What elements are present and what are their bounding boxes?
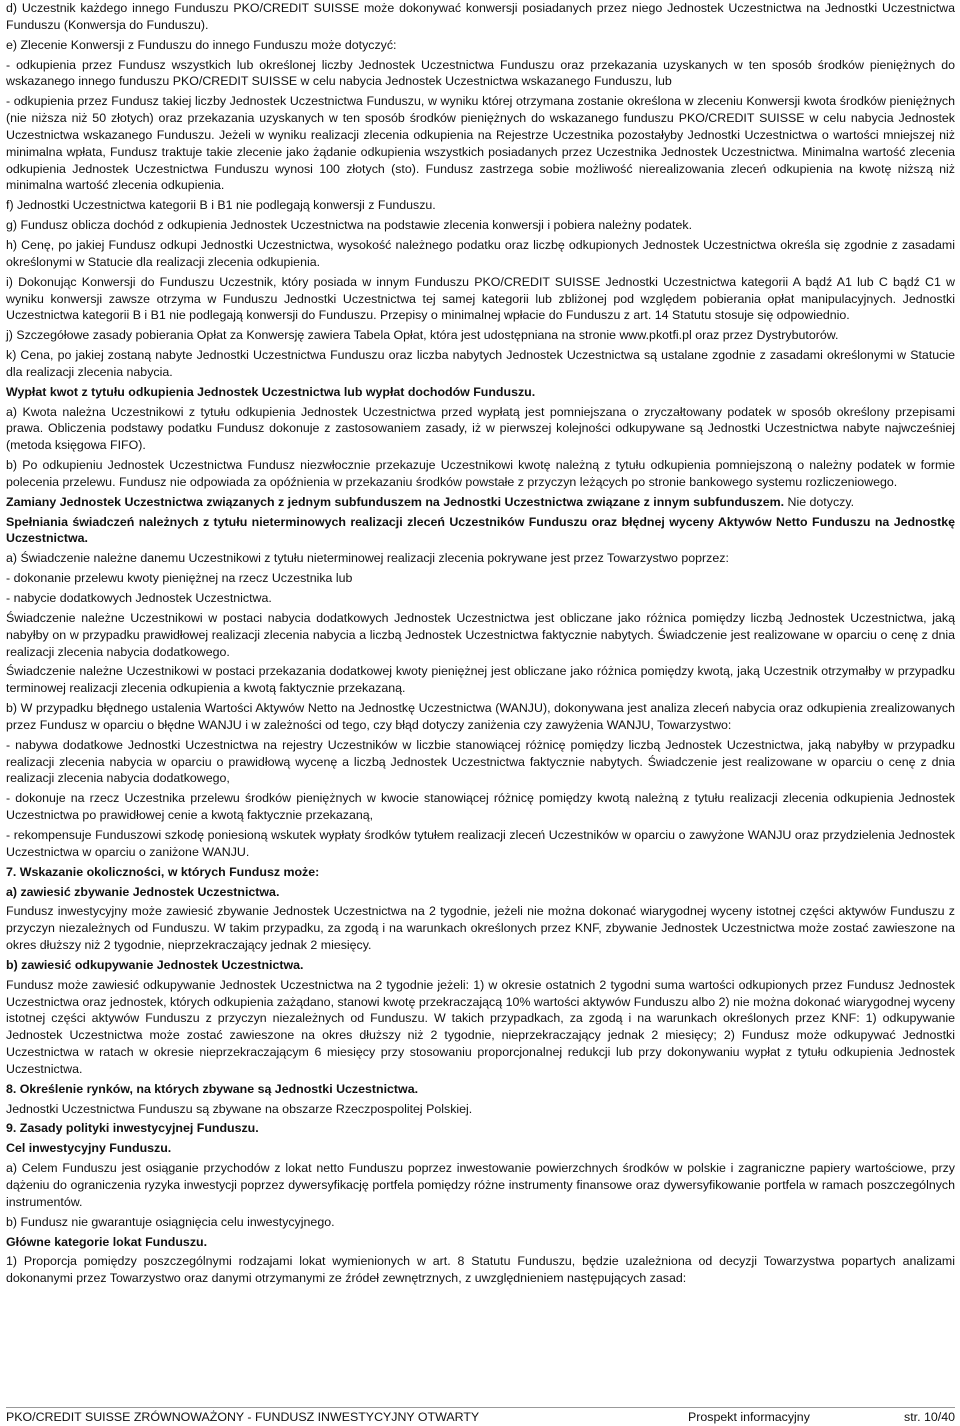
section-heading: b) zawiesić odkupywanie Jednostek Uczestnictwa. [6, 957, 304, 972]
paragraph: 1) Proporcja pomiędzy poszczególnymi rodzajami lokat wymienionych w art. 8 Statutu Funduszu, będzie uzależniona od decyzji Towarzystwa popartych analizami dokonanymi przez Towarzystwo oraz danymi otrzymanymi ze źródeł zewnętrznych, z uwzględnieniem następujących zasad: [6, 1254, 955, 1286]
paragraph: d) Uczestnik każdego innego Funduszu PKO/CREDIT SUISSE może dokonywać konwersji posiadanych przez niego Jednostek Uczestnictwa na Jednostki Uczestnictwa Funduszu (Konwersja do Funduszu). [6, 1, 955, 32]
section-heading: Cel inwestycyjny Funduszu. [6, 1141, 172, 1156]
paragraph: Jednostki Uczestnictwa Funduszu są zbywane na obszarze Rzeczpospolitej Polskiej. [6, 1101, 473, 1116]
document-body [6, 0, 955, 1290]
paragraph: h) Cenę, po jakiej Fundusz odkupi Jednostki Uczestnictwa, wysokość należnego podatku oraz liczbę odkupionych Jednostek Uczestnictwa określa się zgodnie z zasadami określonymi w Statucie dla realizacji zlecenia odkupienia. [6, 237, 955, 269]
footer-doc-type: Prospekt informacyjny [688, 1410, 810, 1424]
inline-heading-rest: Nie dotyczy. [784, 494, 855, 509]
paragraph: f) Jednostki Uczestnictwa kategorii B i B1 nie podlegają konwersji z Funduszu. [6, 198, 436, 213]
paragraph: Świadczenie należne Uczestnikowi w postaci przekazania dodatkowej kwoty pieniężnej jest obliczane jako różnica pomiędzy kwotą, jaką Uczestnik otrzymałby w przypadku terminowej realizacji zlecenia odkupienia a kwotą faktycznie przekazaną. [6, 664, 955, 696]
section-heading: 9. Zasady polityki inwestycyjnej Funduszu. [6, 1121, 259, 1136]
paragraph: a) Celem Funduszu jest osiąganie przychodów z lokat netto Funduszu poprzez inwestowanie powierzchnych środków w polskie i zagraniczne papiery wartościowe, przy dążeniu do ograniczenia ryzyka inwestycji poprzez dywersyfikację portfela pomiędzy różne instrumenty finansowe oraz dywersyfikowanie portfela w ramach poszczególnych instrumentów. [6, 1161, 955, 1209]
paragraph: - nabycie dodatkowych Jednostek Uczestnictwa. [6, 591, 272, 605]
section-heading: 8. Określenie rynków, na których zbywane są Jednostki Uczestnictwa. [6, 1081, 419, 1096]
paragraph: - odkupienia przez Fundusz takiej liczby Jednostek Uczestnictwa Funduszu, w wyniku której otrzymana zostanie określona w zleceniu Konwersji kwota środków pieniężnych (nie niższa niż 50 złotych) oraz przekazania uzyskanych w ten sposób środków pieniężnych do wskazanego funduszu PKO/CREDIT SUISSE w celu nabycia Jednostek Uczestnictwa wskazanego Funduszu. Jeżeli w wyniku realizacji zlecenia odkupienia na Rejestrze Uczestnika pozostałyby Jednostki Uczestnictwa o wartości mniejszej niż minimalna wpłata, Fundusz traktuje takie zlecenie jako żądanie odkupienia wszystkich posiadanych przez Uczestnika Jednostek Uczestnictwa. Minimalna wartość zlecenia odkupienia Jednostek Uczestnictwa Funduszu wynosi 100 złotych (sto). Fundusz zastrzega sobie możliwość nierealizowania zleceń odkupienia na kwotę niższą niż minimalna wartość zlecenia odkupienia. [6, 94, 955, 193]
section-heading: Spełniania świadczeń należnych z tytułu nieterminowych realizacji zleceń Uczestników Funduszu oraz błędnej wyceny Aktywów Netto Funduszu na Jednostkę Uczestnictwa. [6, 514, 955, 546]
paragraph: Fundusz inwestycyjny może zawiesić zbywanie Jednostek Uczestnictwa na 2 tygodnie, jeżeli nie można dokonać wiarygodnej wyceny istotnej części aktywów Funduszu z przyczyn niezależnych od Funduszu. W takim przypadku, za zgodą i na warunkach określonych przez KNF, zbywanie Jednostek Uczestnictwa może zostać zawieszone na okres dłuższy niż 2 tygodnie, nieprzekraczający jednak 2 miesięcy. [6, 904, 955, 953]
section-heading: Główne kategorie lokat Funduszu. [6, 1234, 208, 1249]
paragraph: - dokonuje na rzecz Uczestnika przelewu środków pieniężnych w kwocie stanowiącej różnicę pomiędzy kwotą należną z tytułu realizacji zlecenia odkupienia Jednostek Uczestnictwa po prawidłowej cenie a kwotą faktycznie przekazaną, [6, 791, 955, 823]
footer-fund-name: PKO/CREDIT SUISSE ZRÓWNOWAŻONY - FUNDUSZ INWESTYCYJNY OTWARTY [6, 1410, 480, 1424]
section-heading: 7. Wskazanie okoliczności, w których Fundusz może: [6, 864, 320, 879]
paragraph: i) Dokonując Konwersji do Funduszu Uczestnik, który posiada w innym Funduszu PKO/CREDIT SUISSE Jednostki Uczestnictwa kategorii A bądź A1 lub C bądź C1 w wyniku konwersji zawsze otrzyma w Funduszu Jednostki Uczestnictwa tej samej kategorii lub zbliżonej pod względem pobierania opłat manipulacyjnych. Jednostki Uczestnictwa kategorii B i B1 nie podlegają konwersji do Funduszu. Przepisy o minimalnej wpłacie do Funduszu z art. 14 Statutu stosuje się odpowiednio. [6, 274, 955, 323]
paragraph: Świadczenie należne Uczestnikowi w postaci nabycia dodatkowych Jednostek Uczestnictwa jest obliczane jako różnica pomiędzy liczbą Jednostek Uczestnictwa, jaką nabyłby on w przypadku prawidłowej realizacji zlecenia nabycia a liczbą Jednostek Uczestnictwa faktycznie nabytych. Świadczenie jest realizowane w oparciu o cenę z dnia realizacji zlecenia nabycia dodatkowego. [6, 610, 955, 659]
section-heading: Wypłat kwot z tytułu odkupienia Jednostek Uczestnictwa lub wypłat dochodów Funduszu. [6, 384, 536, 399]
paragraph: - dokonanie przelewu kwoty pieniężnej na rzecz Uczestnika lub [6, 571, 353, 586]
paragraph: g) Fundusz oblicza dochód z odkupienia Jednostek Uczestnictwa na podstawie zlecenia konwersji i pobiera należny podatek. [6, 218, 693, 233]
paragraph: - rekompensuje Funduszowi szkodę poniesioną wskutek wypłaty środków tytułem realizacji zleceń Uczestników w oparciu o zawyżone WANJU oraz przydzielenia Jednostek Uczestnictwa w oparciu o zaniżone WANJU. [6, 827, 955, 859]
paragraph: - nabywa dodatkowe Jednostki Uczestnictwa na rejestry Uczestników w liczbie stanowiącej różnicę pomiędzy liczbą Jednostek Uczestnictwa, jaką nabyłby w przypadku realizacji zlecenia nabycia w oparciu o prawidłową wycenę a liczbą Jednostek Uczestnictwa faktycznie nabytych. Świadczenie jest realizowane w oparciu o cenę z dnia realizacji zlecenia nabycia dodatkowego, [6, 737, 955, 786]
paragraph: b) Fundusz nie gwarantuje osiągnięcia celu inwestycyjnego. [6, 1214, 335, 1229]
page-footer [6, 1407, 955, 1425]
section-heading: a) zawiesić zbywanie Jednostek Uczestnictwa. [6, 884, 280, 899]
footer-page-number: str. 10/40 [904, 1410, 955, 1424]
paragraph: a) Świadczenie należne danemu Uczestnikowi z tytułu nieterminowej realizacji zlecenia pokrywane jest przez Towarzystwo poprzez: [6, 551, 729, 566]
inline-heading: Zamiany Jednostek Uczestnictwa związanych z jednym subfunduszem na Jednostki Uczestnictwa związane z innym subfunduszem. [6, 494, 785, 509]
paragraph: k) Cena, po jakiej zostaną nabyte Jednostki Uczestnictwa Funduszu oraz liczba nabytych Jednostek Uczestnictwa są ustalane zgodnie z zasadami określonymi w Statucie dla realizacji zlecenia nabycia. [6, 348, 955, 379]
paragraph: e) Zlecenie Konwersji z Funduszu do innego Funduszu może dotyczyć: [6, 37, 397, 52]
paragraph: - odkupienia przez Fundusz wszystkich lub określonej liczby Jednostek Uczestnictwa Funduszu oraz przekazania uzyskanych w ten sposób środków pieniężnych do wskazanego innego funduszu PKO/CREDIT SUISSE w celu nabycia Jednostek Uczestnictwa wskazanego Funduszu, lub [6, 57, 955, 89]
paragraph: Fundusz może zawiesić odkupywanie Jednostek Uczestnictwa na 2 tygodnie jeżeli: 1) w okresie ostatnich 2 tygodni suma wartości odkupionych przez Fundusz Jednostek Uczestnictwa oraz jednostek, których odkupienia zażądano, stanowi kwotę przekraczającą 10% wartości aktywów Funduszu albo 2) nie można dokonać wiarygodnej wyceny istotnej części aktywów Funduszu z przyczyn niezależnych od Funduszu. W takich przypadkach, za zgodą i na warunkach określonych przez KNF: 1) odkupywanie Jednostek Uczestnictwa może zostać zawieszone na okres dłuższy niż 2 tygodnie, nieprzekraczający jednak 2 miesięcy; 2) Fundusz może odkupywać Jednostki Uczestnictwa w ratach w okresie nieprzekraczającym 6 miesięcy przy stosowaniu proporcjonalnej redukcji lub przy dokonywaniu wypłat z tytułu odkupienia Jednostek Uczestnictwa. [6, 977, 955, 1076]
paragraph: j) Szczegółowe zasady pobierania Opłat za Konwersję zawiera Tabela Opłat, która jest udostępniana na stronie www.pkotfi.pl oraz przez Dystrybutorów. [6, 328, 839, 343]
paragraph: b) W przypadku błędnego ustalenia Wartości Aktywów Netto na Jednostkę Uczestnictwa (WANJU), dokonywana jest analiza zleceń nabycia oraz odkupienia zrealizowanych przez Fundusz w oparciu o błędne WANJU i w zależności od tego, czy błąd dotyczy zaniżenia czy zawyżenia WANJU, Towarzystwo: [6, 701, 955, 732]
heading-paragraph [6, 494, 955, 511]
paragraph: b) Po odkupieniu Jednostek Uczestnictwa Fundusz niezwłocznie przekazuje Uczestnikowi kwotę należną z tytułu odkupienia pomniejszoną o należny podatek w formie polecenia przelewu. Fundusz nie odpowiada za opóźnienia w przekazaniu środków powstałe z przyczyn leżących po stronie bankowego systemu rozliczeniowego. [6, 458, 955, 489]
paragraph: a) Kwota należna Uczestnikowi z tytułu odkupienia Jednostek Uczestnictwa przed wypłatą jest pomniejszana o zryczałtowany podatek w sposób określony przepisami prawa. Obliczenia podstawy podatku Fundusz dokonuje z zastosowaniem zasady, iż w pierwszej kolejności odkupywane są Jednostki Uczestnictwa nabyte najwcześniej (metoda księgowa FIFO). [6, 404, 955, 453]
